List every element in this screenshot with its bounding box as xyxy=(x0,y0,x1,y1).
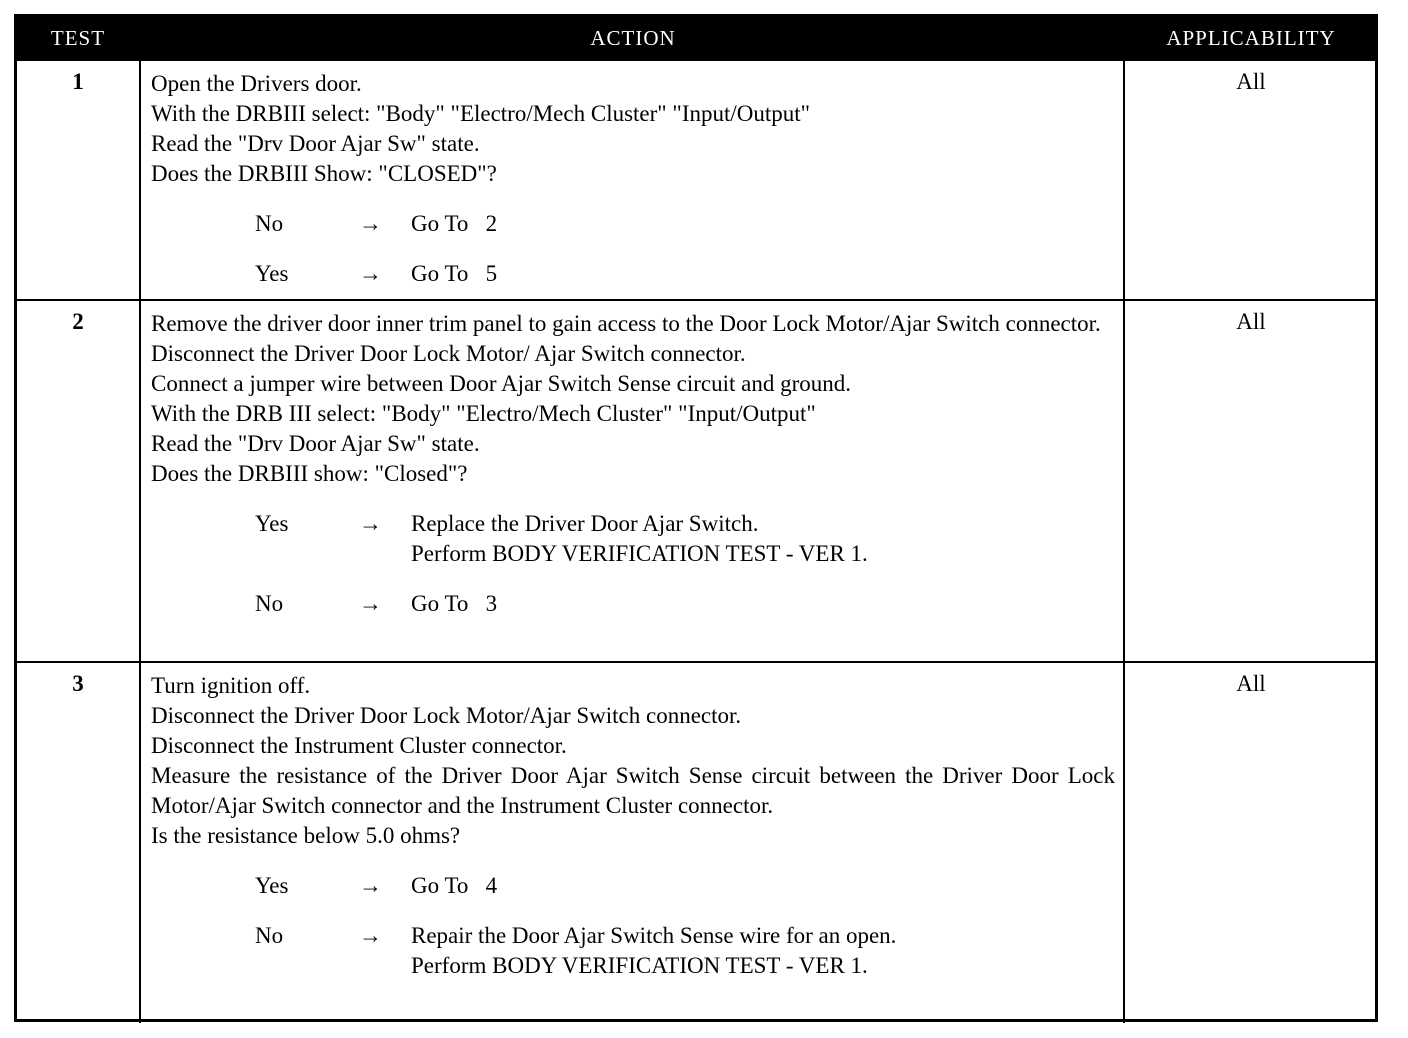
answer-branch xyxy=(151,259,1115,289)
test-number: 2 xyxy=(72,309,84,334)
table-row xyxy=(17,661,1375,1023)
answer-branch xyxy=(151,921,1115,981)
arrow-icon: → xyxy=(359,923,382,948)
action-cell xyxy=(139,301,1125,663)
table-header xyxy=(17,17,1375,59)
answer-branch xyxy=(151,209,1115,239)
action-cell xyxy=(139,61,1125,301)
table-row xyxy=(17,299,1375,663)
action-line: Turn ignition off. xyxy=(151,673,311,698)
action-line: Connect a jumper wire between Door Ajar Switch Sense circuit and ground. xyxy=(151,371,852,396)
arrow-icon: → xyxy=(359,511,382,536)
answer-label: Yes xyxy=(255,511,289,536)
table-row xyxy=(17,59,1375,301)
action-line: Read the "Drv Door Ajar Sw" state. xyxy=(151,131,480,156)
action-line: Disconnect the Driver Door Lock Motor/Ajar Switch connector. xyxy=(151,703,742,728)
answer-label: No xyxy=(255,923,284,948)
answer-text: Go To 2 xyxy=(411,211,498,236)
answer-label: No xyxy=(255,211,284,236)
action-line: Open the Drivers door. xyxy=(151,71,362,96)
applicability: All xyxy=(1236,671,1266,696)
answer-text: Perform BODY VERIFICATION TEST - VER 1. xyxy=(411,541,868,566)
header-applicability: APPLICABILITY xyxy=(1166,26,1336,50)
answer-label: Yes xyxy=(255,261,289,286)
action-line: With the DRBIII select: "Body" "Electro/Mech Cluster" "Input/Output" xyxy=(151,101,811,126)
answer-text: Replace the Driver Door Ajar Switch. xyxy=(411,511,759,536)
arrow-icon: → xyxy=(359,211,382,236)
answer-branch xyxy=(151,509,1115,569)
answer-text: Go To 3 xyxy=(411,591,498,616)
applicability: All xyxy=(1236,309,1266,334)
action-line: Disconnect the Instrument Cluster connector. xyxy=(151,733,567,758)
action-line: Does the DRBIII show: "Closed"? xyxy=(151,461,468,486)
action-line: With the DRB III select: "Body" "Electro/Mech Cluster" "Input/Output" xyxy=(151,401,816,426)
header-action: ACTION xyxy=(590,26,676,50)
answer-label: Yes xyxy=(255,873,289,898)
answer-label: No xyxy=(255,591,284,616)
answer-text: Go To 4 xyxy=(411,873,498,898)
action-line: Measure the resistance of the Driver Door Ajar Switch Sense circuit between the Driver Door Lock Motor/Ajar Switch connector and the Instrument Cluster connector. xyxy=(151,763,1115,818)
applicability: All xyxy=(1236,69,1266,94)
answer-branch xyxy=(151,589,1115,619)
header-test: TEST xyxy=(50,26,106,50)
arrow-icon: → xyxy=(359,591,382,616)
answer-branch xyxy=(151,871,1115,901)
answer-text: Go To 5 xyxy=(411,261,498,286)
arrow-icon: → xyxy=(359,873,382,898)
action-line: Does the DRBIII Show: "CLOSED"? xyxy=(151,161,497,186)
arrow-icon: → xyxy=(359,261,382,286)
action-line: Disconnect the Driver Door Lock Motor/ Ajar Switch connector. xyxy=(151,341,746,366)
action-line: Is the resistance below 5.0 ohms? xyxy=(151,823,461,848)
action-line: Remove the driver door inner trim panel to gain access to the Door Lock Motor/Ajar Switch connector. xyxy=(151,311,1101,336)
answer-text: Perform BODY VERIFICATION TEST - VER 1. xyxy=(411,953,868,978)
action-cell xyxy=(139,663,1125,1023)
diagnostic-test-table xyxy=(14,14,1378,1022)
test-number: 3 xyxy=(72,671,84,696)
action-line: Read the "Drv Door Ajar Sw" state. xyxy=(151,431,480,456)
test-number: 1 xyxy=(72,69,84,94)
answer-text: Repair the Door Ajar Switch Sense wire for an open. xyxy=(411,923,897,948)
